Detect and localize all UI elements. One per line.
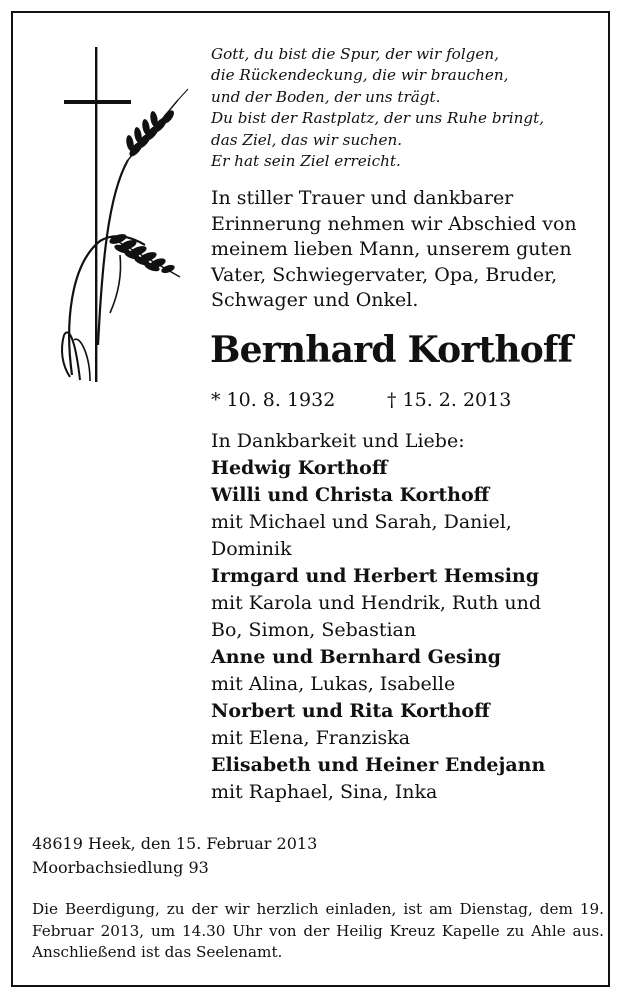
poem-line: Er hat sein Ziel erreicht. <box>211 152 401 171</box>
family-line: mit Karola und Hendrik, Ruth und <box>211 592 541 614</box>
family-list <box>211 428 606 806</box>
family-line: Norbert und Rita Korthoff <box>211 700 490 722</box>
family-heading: In Dankbarkeit und Liebe: <box>211 430 465 452</box>
intro-line: Vater, Schwiegervater, Opa, Bruder, <box>211 263 558 286</box>
birth-date: * 10. 8. 1932 <box>211 389 336 411</box>
family-line: mit Michael und Sarah, Daniel, <box>211 511 512 533</box>
poem-line: die Rückendeckung, die wir brauchen, <box>211 66 509 85</box>
funeral-notice: Die Beerdigung, zu der wir herzlich einladen, ist am Dienstag, dem 19. Februar 2013, um 14.30 Uhr von der Heilig Kreuz Kapelle zu Ahle aus. Anschließend ist das Seelenamt. <box>32 900 604 961</box>
family-line: Bo, Simon, Sebastian <box>211 619 417 641</box>
family-line: Irmgard und Herbert Hemsing <box>211 565 540 587</box>
family-line: Anne und Bernhard Gesing <box>211 646 501 668</box>
family-line: Hedwig Korthoff <box>211 457 388 479</box>
poem-line: das Ziel, das wir suchen. <box>211 130 403 149</box>
life-dates <box>211 386 511 414</box>
intro-line: Schwager und Onkel. <box>211 289 419 312</box>
address: Moorbachsiedlung 93 <box>32 858 209 877</box>
family-line: Willi und Christa Korthoff <box>211 484 490 506</box>
place-date: 48619 Heek, den 15. Februar 2013 <box>32 834 318 853</box>
intro-line: meinem lieben Mann, unserem guten <box>211 238 572 261</box>
intro-line: In stiller Trauer und dankbarer <box>211 187 514 209</box>
family-line: Dominik <box>211 538 292 560</box>
cross-with-wheat-icon <box>50 45 195 385</box>
family-line: mit Alina, Lukas, Isabelle <box>211 673 456 695</box>
intro-line: Erinnerung nehmen wir Abschied von <box>211 212 577 235</box>
poem-line: und der Boden, der uns trägt. <box>211 87 441 106</box>
deceased-name: Bernhard Korthoff <box>210 329 573 371</box>
family-line: Elisabeth und Heiner Endejann <box>211 754 546 776</box>
family-line: mit Elena, Franziska <box>211 727 411 749</box>
intro-text <box>211 186 606 314</box>
death-date: † 15. 2. 2013 <box>387 389 512 411</box>
place-block <box>32 832 317 880</box>
poem-line: Du bist der Rastplatz, der uns Ruhe bringt, <box>211 109 545 128</box>
poem <box>211 44 606 172</box>
poem-line: Gott, du bist die Spur, der wir folgen, <box>211 45 500 63</box>
family-line: mit Raphael, Sina, Inka <box>211 781 438 803</box>
